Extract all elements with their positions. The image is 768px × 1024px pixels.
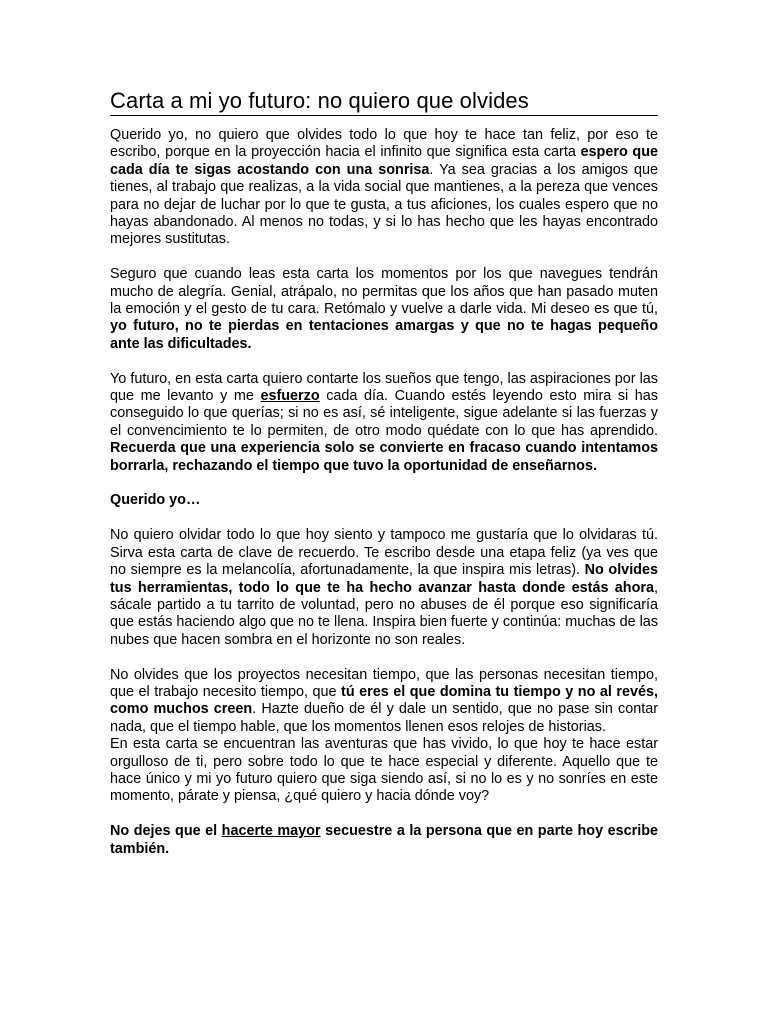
underlined-bold-text: hacerte mayor [221, 823, 321, 840]
heading-text: Querido yo… [110, 492, 201, 509]
text-run: Yo futuro, en esta carta quiero contarte los sueños que tengo, las aspiraciones por las que me levanto y me [110, 370, 658, 405]
paragraph-5 [110, 667, 658, 737]
bold-text: tú eres el que domina tu tiempo y no al revés, como muchos creen [110, 683, 658, 718]
bold-text: secuestre a la persona que en parte hoy escribe también. [110, 823, 659, 857]
text-run: No quiero olvidar todo lo que hoy siento y tampoco me gustaría que lo olvidaras tú. Sirva esta carta de clave de recuerdo. Te escribo desde una etapa feliz (ya ves que no siempre es la melancolía, afortunadamente, la que inspira mis letras). [110, 527, 658, 579]
text-run: , sácale partido a tu tarrito de voluntad, pero no abuses de él porque eso significaría que estás haciendo algo que no te llena. Inspira bien fuerte y continúa: muchas de las nubes que hacen sombra en el horizonte no son reales. [110, 579, 659, 648]
text-run: No olvides que los proyectos necesitan tiempo, que las personas necesitan tiempo, que el trabajo necesito tiempo, que [110, 666, 658, 700]
text-run: Seguro que cuando leas esta carta los momentos por los que navegues tendrán mucho de alegría. Genial, atrápalo, no permitas que los años que han pasado muten la emoción y el gesto de tu cara. Retómalo y vuelve a darle vida. Mi deseo es que tú, [110, 266, 658, 318]
text-run: . Ya sea gracias a los amigos que tienes, al trabajo que realizas, a la vida social que mantienes, a la pereza que vences para no dejar de luchar por lo que te gusta, a tus aficiones, los cuales espero que no hayas abandonado. Al menos no todas, y si lo has hecho que les hayas encontrado mejores sustitutas. [110, 161, 658, 248]
bold-text: Recuerda que una experiencia solo se convierte en fracaso cuando intentamos borrarla, rechazando el tiempo que tuvo la oportunidad de enseñarnos. [110, 440, 658, 474]
bold-text: yo futuro, no te pierdas en tentaciones amargas y que no te hagas pequeño ante las dificultades. [110, 318, 658, 352]
paragraph-6: En esta carta se encuentran las aventuras que has vivido, lo que hoy te hace estar orgulloso de ti, pero sobre todo lo que te hace especial y diferente. Aquello que te hace único y mi yo futuro quiero que siga siendo así, si no lo es y no sonríes en este momento, párate y piensa, ¿qué quiero y hacia dónde voy? [110, 736, 658, 805]
document-title: Carta a mi yo futuro: no quiero que olvides [110, 88, 658, 116]
paragraph-7 [110, 823, 658, 858]
bold-text: No olvides tus herramientas, todo lo que te ha hecho avanzar hasta donde estás ahora [110, 562, 658, 596]
text-run: cada día. Cuando estés leyendo esto mira si has conseguido lo que querías; si no es así, sé inteligente, sigue adelante si las fuerzas y el convencimiento te lo permiten, de otro modo quédate con lo que has aprendido. [110, 388, 658, 439]
document-body [110, 127, 658, 875]
paragraph-2 [110, 266, 658, 353]
underlined-bold-text: esfuerzo [260, 388, 320, 405]
section-heading [110, 492, 658, 509]
text-run: . Hazte dueño de él y dale un sentido, que no pase sin contar nada, que el tiempo hable, que los momentos llenen esos relojes de historias. [110, 701, 659, 735]
bold-text: No dejes que el [110, 823, 222, 840]
paragraph-4 [110, 527, 658, 649]
text-run: Querido yo, no quiero que olvides todo lo que hoy te hace tan feliz, por eso te escribo, porque en la proyección hacia el infinito que significa esta carta [110, 127, 658, 161]
bold-text: espero que cada día te sigas acostando con una sonrisa [110, 144, 659, 178]
paragraph-1 [110, 127, 658, 249]
paragraph-3 [110, 371, 658, 475]
